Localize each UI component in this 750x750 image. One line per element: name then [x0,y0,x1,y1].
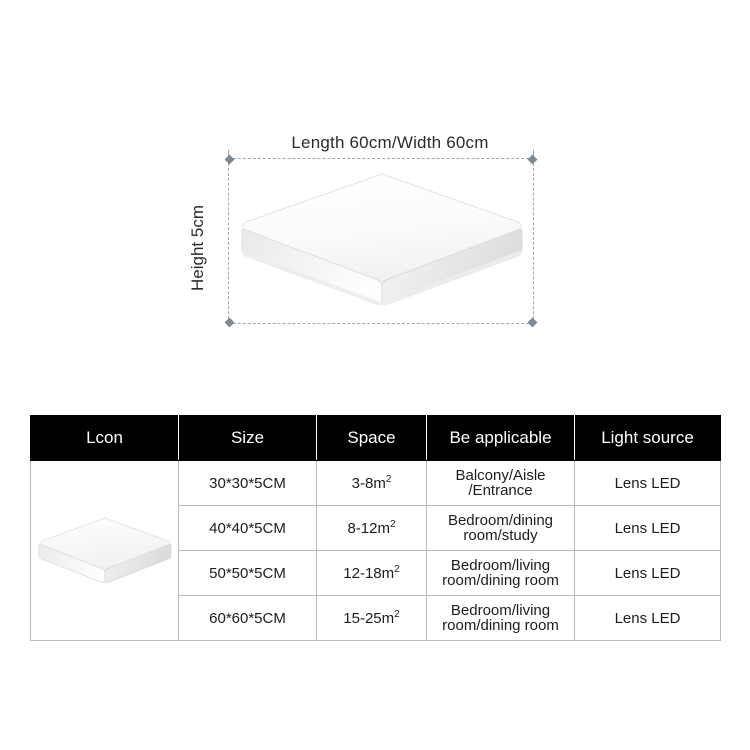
cell-applicable [427,461,575,506]
cell-applicable [427,596,575,641]
space-value: 15-25 [343,610,382,627]
cell-light-source: Lens LED [575,461,721,506]
cell-size: 30*30*5CM [179,461,317,506]
corner-tick-icon [225,318,235,328]
space-superscript: 2 [394,564,400,575]
column-header-size: Size [179,416,317,461]
space-unit: m [381,565,395,582]
top-dimension-label: Length 60cm/Width 60cm [291,133,489,152]
cell-size: 60*60*5CM [179,596,317,641]
cell-size: 40*40*5CM [179,506,317,551]
applicable-line-1: Bedroom/living [450,557,551,574]
space-value: 8-12 [347,520,378,537]
cell-space [317,551,427,596]
table-row [31,461,721,506]
space-value: 12-18 [343,565,382,582]
table-header-row [31,416,721,461]
lamp-illustration-small [35,515,175,587]
product-icon-cell [31,461,179,641]
corner-tick-icon [528,155,538,165]
space-value: 3-8 [351,475,374,492]
cell-size: 50*50*5CM [179,551,317,596]
applicable-line-1: Balcony/Aisle [455,467,546,484]
corner-tick-icon [225,155,235,165]
applicable-line-2: room/dining room [442,572,559,589]
lamp-illustration-large [232,168,532,313]
applicable-line-2: /Entrance [468,482,533,499]
column-header-applicable: Be applicable [427,416,575,461]
column-header-light-source: Light source [575,416,721,461]
specification-table-container [30,415,720,641]
column-header-icon: Lcon [31,416,179,461]
specification-table [30,415,721,641]
cell-space [317,596,427,641]
cell-applicable [427,551,575,596]
cell-space [317,461,427,506]
corner-tick-icon [528,318,538,328]
applicable-line-1: Bedroom/dining [447,512,554,529]
cell-light-source: Lens LED [575,506,721,551]
applicable-line-2: room/study [463,527,538,544]
space-unit: m [381,610,395,627]
cell-light-source: Lens LED [575,551,721,596]
cell-space [317,506,427,551]
space-superscript: 2 [394,609,400,620]
cell-light-source: Lens LED [575,596,721,641]
space-unit: m [377,520,390,537]
space-unit: m [373,475,386,492]
column-header-space: Space [317,416,427,461]
space-superscript: 2 [389,519,396,530]
applicable-line-2: room/dining room [442,617,559,634]
side-dimension-label: Height 5cm [188,205,207,291]
cell-applicable [427,506,575,551]
applicable-line-1: Bedroom/living [450,602,551,619]
space-superscript: 2 [385,474,392,485]
